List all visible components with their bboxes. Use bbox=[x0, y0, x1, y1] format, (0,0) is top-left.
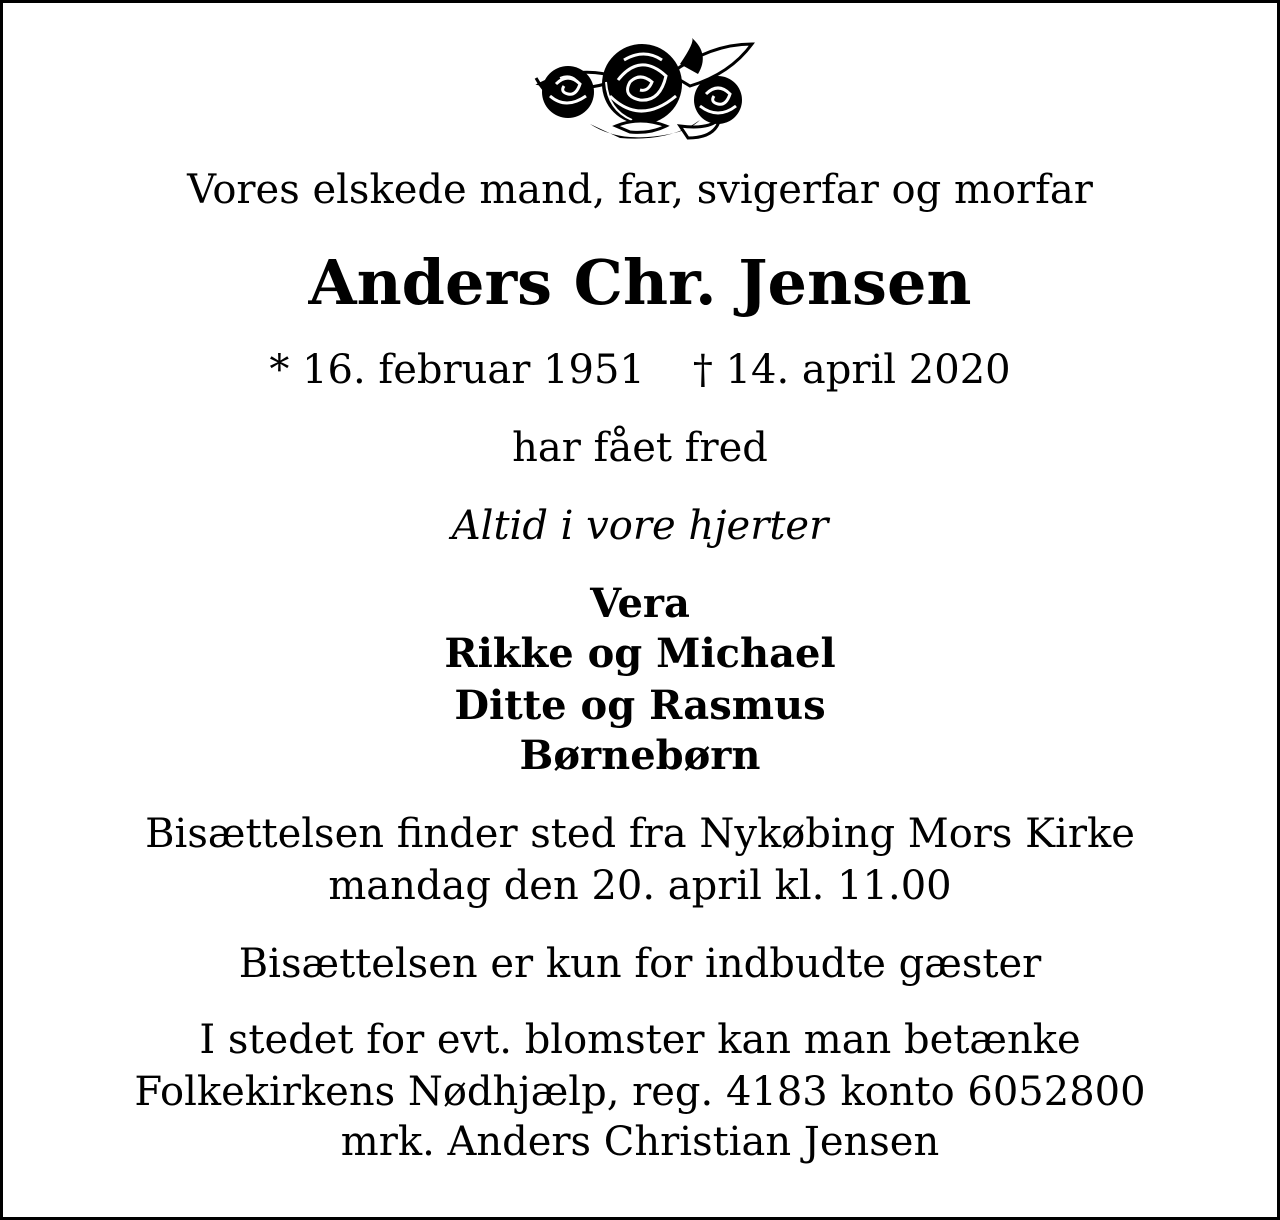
donation-reference: mrk. Anders Christian Jensen bbox=[340, 1119, 940, 1165]
donation-text: I stedet for evt. blomster kan man betænke bbox=[199, 1017, 1081, 1063]
funeral-time: mandag den 20. april kl. 11.00 bbox=[328, 863, 952, 909]
funeral-location: Bisættelsen finder sted fra Nykøbing Mors Kirke bbox=[145, 811, 1135, 857]
birth-date: * 16. februar 1951 bbox=[269, 347, 645, 393]
roses-icon bbox=[520, 34, 760, 144]
peace-text: har fået fred bbox=[512, 425, 768, 471]
invite-note: Bisættelsen er kun for indbudte gæster bbox=[238, 941, 1042, 987]
signatory: Ditte og Rasmus bbox=[454, 682, 826, 729]
signatory: Vera bbox=[590, 580, 690, 627]
motto-text: Altid i vore hjerter bbox=[451, 503, 829, 549]
donation-account: Folkekirkens Nødhjælp, reg. 4183 konto 6052800 bbox=[134, 1069, 1146, 1115]
signatory: Børnebørn bbox=[519, 732, 761, 779]
life-dates bbox=[0, 347, 1280, 393]
signatory: Rikke og Michael bbox=[444, 630, 836, 677]
death-date: † 14. april 2020 bbox=[692, 347, 1011, 393]
deceased-name: Anders Chr. Jensen bbox=[308, 246, 972, 319]
intro-text: Vores elskede mand, far, svigerfar og morfar bbox=[187, 167, 1093, 213]
